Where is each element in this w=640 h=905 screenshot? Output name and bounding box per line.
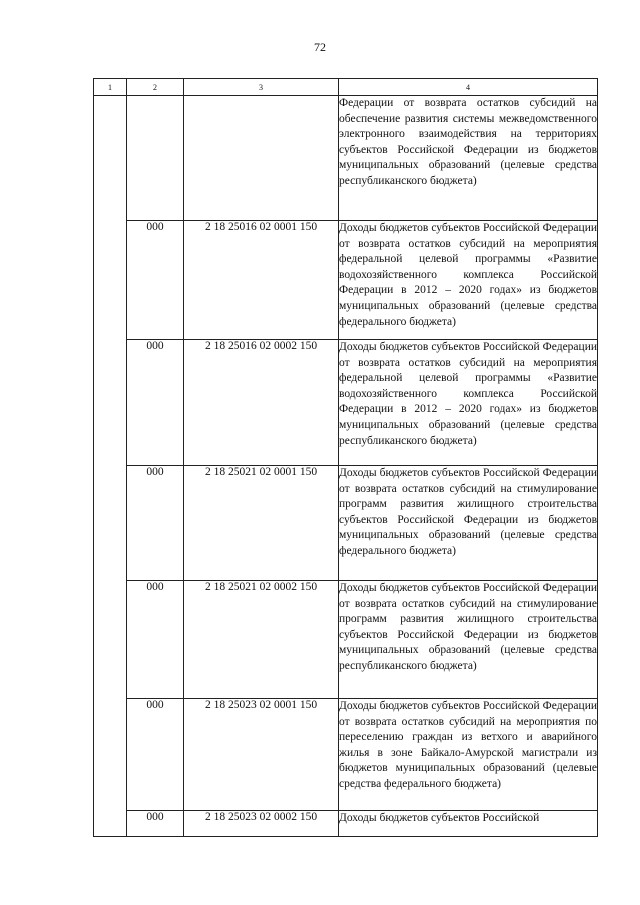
table-row — [94, 466, 598, 581]
admin-code-cell: 000 — [127, 221, 184, 340]
description-cell: Доходы бюджетов субъектов Российской Федерации от возврата остатков субсидий на стимулирование программ развития жилищного строительства субъектов Российской Федерации из бюджетов муниципальных образований (целевые средства республиканского бюджета) — [339, 581, 598, 699]
kbk-code-cell: 2 18 25023 02 0001 150 — [184, 699, 339, 811]
description-cell: Доходы бюджетов субъектов Российской — [339, 811, 598, 837]
table-row — [94, 811, 598, 837]
description-cell: Доходы бюджетов субъектов Российской Федерации от возврата остатков субсидий на мероприятия федеральной целевой программы «Развитие водохозяйственного комплекса Российской Федерации в 2012 – 2020 годах» из бюджетов муниципальных образований (целевые средства республиканского бюджета) — [339, 340, 598, 466]
table-row-continuation — [94, 96, 598, 221]
table-row — [94, 581, 598, 699]
table-row — [94, 340, 598, 466]
table-header-row — [94, 79, 598, 96]
column-number-3: 3 — [184, 79, 339, 96]
admin-code-cell: 000 — [127, 699, 184, 811]
kbk-code-cell: 2 18 25016 02 0002 150 — [184, 340, 339, 466]
description-cell: Федерации от возврата остатков субсидий на обеспечение развития системы межведомственного электронного взаимодействия на территориях субъектов Российской Федерации из бюджетов муниципальных образований (целевые средства республиканского бюджета) — [339, 96, 598, 221]
empty-cell — [94, 96, 127, 837]
table-row — [94, 221, 598, 340]
column-number-2: 2 — [127, 79, 184, 96]
budget-classification-table — [93, 78, 598, 837]
description-cell: Доходы бюджетов субъектов Российской Федерации от возврата остатков субсидий на мероприятия федеральной целевой программы «Развитие водохозяйственного комплекса Российской Федерации в 2012 – 2020 годах» из бюджетов муниципальных образований (целевые средства федерального бюджета) — [339, 221, 598, 340]
admin-code-cell: 000 — [127, 581, 184, 699]
description-cell: Доходы бюджетов субъектов Российской Федерации от возврата остатков субсидий на мероприятия по переселению граждан из ветхого и аварийного жилья в зоне Байкало-Амурской магистрали из бюджетов муниципальных образований (целевые средства федерального бюджета) — [339, 699, 598, 811]
kbk-code-cell: 2 18 25021 02 0002 150 — [184, 581, 339, 699]
table-row — [94, 699, 598, 811]
description-cell: Доходы бюджетов субъектов Российской Федерации от возврата остатков субсидий на стимулирование программ развития жилищного строительства субъектов Российской Федерации из бюджетов муниципальных образований (целевые средства федерального бюджета) — [339, 466, 598, 581]
admin-code-cell: 000 — [127, 340, 184, 466]
page-number: 72 — [314, 40, 326, 54]
kbk-code-cell: 2 18 25016 02 0001 150 — [184, 221, 339, 340]
empty-cell — [184, 96, 339, 221]
empty-cell — [127, 96, 184, 221]
kbk-code-cell: 2 18 25021 02 0001 150 — [184, 466, 339, 581]
admin-code-cell: 000 — [127, 811, 184, 837]
admin-code-cell: 000 — [127, 466, 184, 581]
column-number-4: 4 — [339, 79, 598, 96]
column-number-1: 1 — [94, 79, 127, 96]
kbk-code-cell: 2 18 25023 02 0002 150 — [184, 811, 339, 837]
